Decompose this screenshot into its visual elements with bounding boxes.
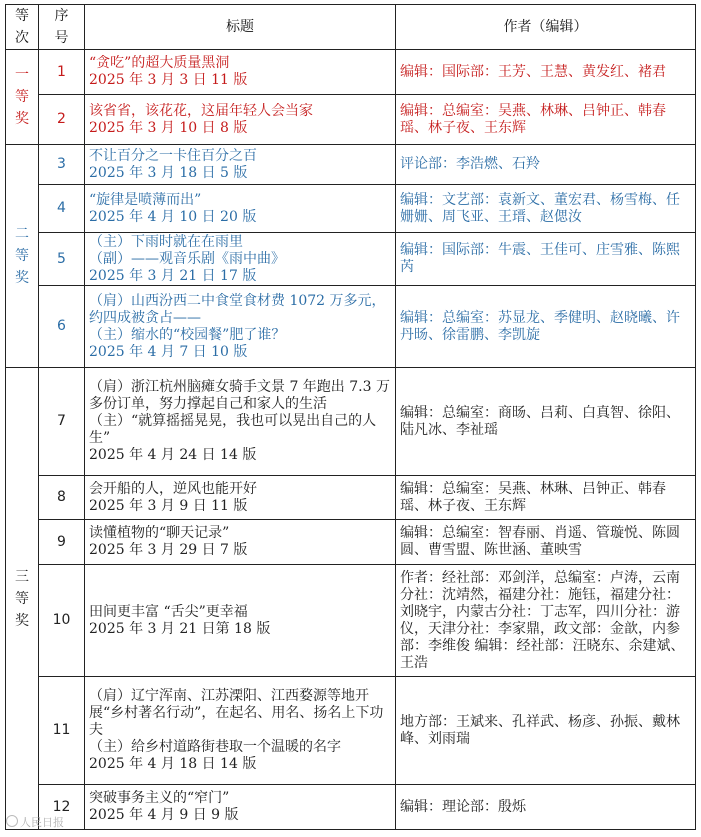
header-rank: 等次 [6,5,39,50]
rank-third: 三等奖 [6,368,39,830]
header-title: 标题 [85,5,396,50]
author-cell: 编辑：总编室：吴燕、林琳、吕钟正、韩春瑶、林子夜、王东辉 [396,476,696,520]
table-row [6,368,696,476]
title-cell: （肩）辽宁浑南、江苏溧阳、江西婺源等地开展“乡村著名行动”，在起名、用名、扬名上下功夫 （主）给乡村道路街巷取一个温暖的名字 2025 年 4 月 18 日 14 版 [85,677,396,785]
row-number: 3 [39,145,85,185]
table-row [6,520,696,565]
author-cell: 编辑：总编室：商旸、吕莉、白真智、徐阳、陆凡冰、李祉瑶 [396,368,696,476]
title-cell: 田间更丰富 “舌尖”更幸福 2025 年 3 月 21 日第 18 版 [85,565,396,677]
author-cell: 作者：经社部：邓剑洋，总编室：卢涛，云南分社：沈靖然，福建分社：施钰，福建分社：刘晓宇，内蒙古分社：丁志军，四川分社：游仪，天津分社：李家鼎，政文部：金歆，内参部：李维俊 编辑：经社部：汪晓东、余建斌、王浩 [396,565,696,677]
title-cell: “旋律是喷薄而出” 2025 年 4 月 10 日 20 版 [85,185,396,233]
row-number: 1 [39,50,85,95]
header-row [6,5,696,50]
author-cell: 编辑：总编室：苏显龙、季健明、赵晓曦、许丹旸、徐雷鹏、李凯旋 [396,286,696,368]
author-cell: 评论部：李浩燃、石羚 [396,145,696,185]
author-cell: 编辑：总编室：智春丽、肖遥、管璇悦、陈圆圆、曹雪盟、陈世涵、董映雪 [396,520,696,565]
weibo-icon [6,815,18,827]
row-number: 7 [39,368,85,476]
title-cell: “贪吃”的超大质量黑洞 2025 年 3 月 3 日 11 版 [85,50,396,95]
row-number: 9 [39,520,85,565]
watermark [6,814,64,830]
table-row [6,95,696,145]
row-number: 12 [39,785,85,830]
author-cell: 编辑：国际部：王芳、王慧、黄发红、褚君 [396,50,696,95]
title-cell: （肩）山西汾西二中食堂食材费 1072 万多元，约四成被贪占—— （主）缩水的“校园餐”肥了谁？ 2025 年 4 月 7 日 10 版 [85,286,396,368]
table-row [6,50,696,95]
author-cell: 编辑：文艺部：袁新文、董宏君、杨雪梅、任姗姗、周飞亚、王瑨、赵偲汝 [396,185,696,233]
rank-first: 一等奖 [6,50,39,145]
table-row [6,185,696,233]
title-cell: 不让百分之一卡住百分之百 2025 年 3 月 18 日 5 版 [85,145,396,185]
table-row [6,785,696,830]
title-cell: 会开船的人，逆风也能开好 2025 年 3 月 9 日 11 版 [85,476,396,520]
row-number: 11 [39,677,85,785]
table-row [6,233,696,286]
table-row [6,145,696,185]
row-number: 6 [39,286,85,368]
table-row [6,286,696,368]
row-number: 4 [39,185,85,233]
author-cell: 编辑：总编室：吴燕、林琳、吕钟正、韩春瑶、林子夜、王东辉 [396,95,696,145]
awards-table [5,4,696,830]
author-cell: 编辑：国际部：牛震、王佳可、庄雪雅、陈熙芮 [396,233,696,286]
row-number: 8 [39,476,85,520]
title-cell: （主）下雨时就在在雨里 （副）——观音乐剧《雨中曲》 2025 年 3 月 21 日 17 版 [85,233,396,286]
header-author: 作者（编辑） [396,5,696,50]
header-num: 序号 [39,5,85,50]
author-cell: 编辑：理论部：殷烁 [396,785,696,830]
watermark-text: 人民日报 [20,816,64,829]
table-row [6,476,696,520]
row-number: 2 [39,95,85,145]
title-cell: 读懂植物的“聊天记录” 2025 年 3 月 29 日 7 版 [85,520,396,565]
title-cell: 突破事务主义的“窄门” 2025 年 4 月 9 日 9 版 [85,785,396,830]
title-cell: （肩）浙江杭州脑瘫女骑手文景 7 年跑出 7.3 万多份订单，努力撑起自己和家人的生活 （主）“就算摇摇晃晃，我也可以晃出自己的人生” 2025 年 4 月 24 日 14 版 [85,368,396,476]
rank-second: 二等奖 [6,145,39,368]
author-cell: 地方部：王斌来、孔祥武、杨彦、孙振、戴林峰、刘雨瑞 [396,677,696,785]
table-row [6,677,696,785]
row-number: 5 [39,233,85,286]
title-cell: 该省省，该花花，这届年轻人会当家 2025 年 3 月 10 日 8 版 [85,95,396,145]
row-number: 10 [39,565,85,677]
table-row [6,565,696,677]
